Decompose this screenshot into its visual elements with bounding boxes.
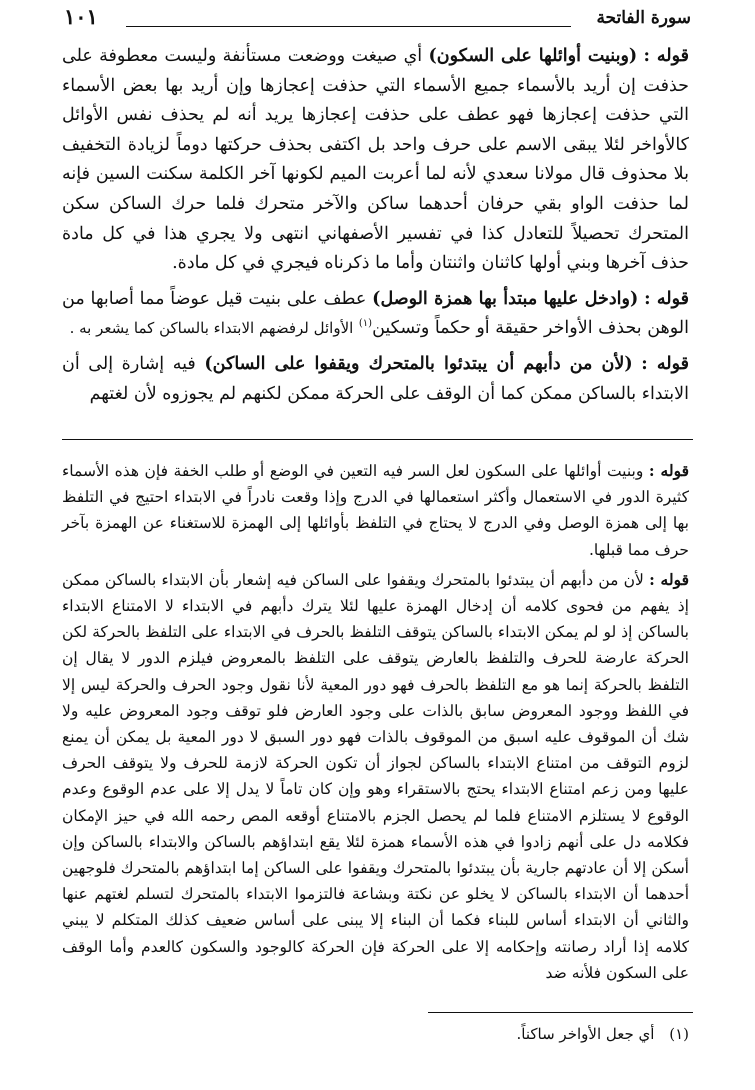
quoted-heading: (وادخل عليها مبتدأ بها همزة الوصل): [372, 288, 639, 309]
note-text: لأن من دأبهم أن يبتدئوا بالمتحرك ويقفوا على الساكن فيه إشعار بأن الابتداء بالساكن ممكن إذ يفهم من فحوى كلامه أن إدخال الهمزة عليها لئلا يترك دأبهم في الابتداء لا الامتناع الابتداء بالساكن إذ لو لم يمكن الابتداء بالساكن يتوقف التلفظ بالحرف في الابتداء على التلفظ بالحركة لكن الحركة عارضة للحرف والتلفظ بالعارض يتوقف على التلفظ بالمعروض فيلزم الدور لا يقال إن التلفظ بالحركة إنما هو مع التلفظ بالحرف فهو دور المعية لأنا نقول وجود الحرف والحركة ليس إلا في اللفظ ووجود المعروض سابق بالذات على وجود العارض فلو توقف وجود المعروض عليه ولا شك أن الموقوف عليه اسبق من الموقوف بالذات فهو دور السبق لا دور المعية بل يمكن أن يمنع لزوم التوقف من امتناع الابتداء بالساكن لجواز أن تكون الحركة لازمة للحرف ولا يتوقف الحرف عليها ومن زعم امتناع الابتداء يحتج بالاستقراء وهو وإن كان تاماً لا يدل إلا على عدم الوقوع وعدم الوقوع لا يستلزم الامتناع فلما لم يحصل الجزم بالامتناع أوقعه المص رحمه الله في حيز الإمكان فكلامه دل على أنهم زادوا في هذه الأسماء همزة لئلا يقع ابتداؤهم بالساكن والابتداء بالساكن وإن أسكن إلا أن عادتهم جارية بأن يبتدئوا بالمتحرك ويقفوا على الساكن إما ابتداؤهم بالمتحرك فلوجهين أحدهما أن الابتداء بالساكن لا يخلو عن نكتة وبشاعة فالتزموا الابتداء بالمتحرك لتسلم لغتهم عنها والثاني أن الابتداء أساس للبناء فكما أن البناء إلا يبنى على أساس ضعيف كذلك المتكلم لا يبني كلامه إذا أراد رصانته وإحكامه إلا على الحركة فإن الحركة كالوجود والسكون كالعدم وأما الوقف على السكون فلأنه ضد: [62, 570, 689, 982]
main-paragraph: [62, 285, 689, 344]
page-header: [64, 6, 691, 34]
paragraph-text: فيه إشارة إلى أن الابتداء بالساكن ممكن كما أن الوقف على الحركة ممكن لكنهم لم يجوزوه لأن لغتهم: [62, 353, 689, 404]
footnote-text: أي جعل الأواخر ساكناً.: [516, 1025, 655, 1043]
note-paragraph: [62, 458, 689, 563]
note-paragraph: [62, 567, 689, 986]
page-number: ١٠١: [64, 4, 98, 29]
paragraph-text: الأوائل لرفضهم الابتداء بالساكن كما يشعر به .: [69, 319, 354, 338]
footnote-rule: [428, 1012, 693, 1013]
note-text: وبنيت أوائلها على السكون لعل السر فيه التعين في الوضع أو طلب الخفة فإن هذه الأسماء كثيرة الدور في الاستعمال وأكثر استعمالها في الدرج وإذا وقعت نادراً في الابتداء احتيج في التلفظ بها إلى همزة الوصل وفي الدرج لا يحتاج في التلفظ بأوائلها إلى الهمزة للاستغناء عن الهمزة بآخر حرف مما قبلها.: [62, 462, 689, 559]
quoted-heading: (لأن من دأبهم أن يبتدئوا بالمتحرك ويقفوا على الساكن): [204, 353, 633, 374]
running-title: سورة الفاتحة: [596, 8, 691, 28]
main-paragraph: [62, 350, 689, 409]
quoted-heading: (وبنيت أوائلها على السكون): [428, 46, 638, 66]
qawluhu-label: قوله :: [644, 288, 689, 309]
qawluhu-label: قوله :: [641, 353, 689, 374]
main-text: [62, 42, 689, 409]
qawluhu-label: قوله :: [649, 569, 689, 589]
paragraph-text: أي صيغت ووضعت مستأنفة وليست معطوفة على حذفت إن أريد بالأسماء جميع الأسماء التي حذفت إعجازها وإن أريد بها بعض الأسماء التي حذفت إعجازها فهو عطف على حذفت إعجازها يريد أنه لم يحذف نفس الأوائل كالأواخر لئلا يبقى الاسم على حرف واحد بل اكتفى بحذف حركتها دوماً لزيادة التخفيف بلا محذوف قال مولانا سعدي لأنه لما أعربت الميم لكونها آخر الكلمة سكنت السين فإنه لما حذفت الواو بقي حرفان أحدهما ساكن والآخر متحرك فلما حرك الساكن سكن المتحرك تحصيلاً للتعادل كذا في تفسير الأصفهاني انتهى ولا يجري هذا في كل مادة حذف آخرها وبني أولها كاثنان واثنتان وأما ما ذكرناه فيجري في كل مادة.: [62, 46, 689, 274]
main-paragraph: [62, 42, 689, 279]
footnote: [62, 1022, 689, 1046]
paragraph-text: عطف على بنيت قيل عوضاً مما أصابها من الوهن بحذف الأواخر حقيقة أو حكماً وتسكين: [62, 288, 689, 339]
qawluhu-label: قوله :: [648, 461, 689, 480]
commentary-notes: [62, 458, 689, 986]
section-divider: [62, 439, 693, 440]
header-rule: [126, 26, 571, 27]
qawluhu-label: قوله :: [643, 46, 690, 66]
footnote-reference[interactable]: (١): [358, 318, 373, 330]
footnote-marker: (١): [669, 1025, 689, 1043]
